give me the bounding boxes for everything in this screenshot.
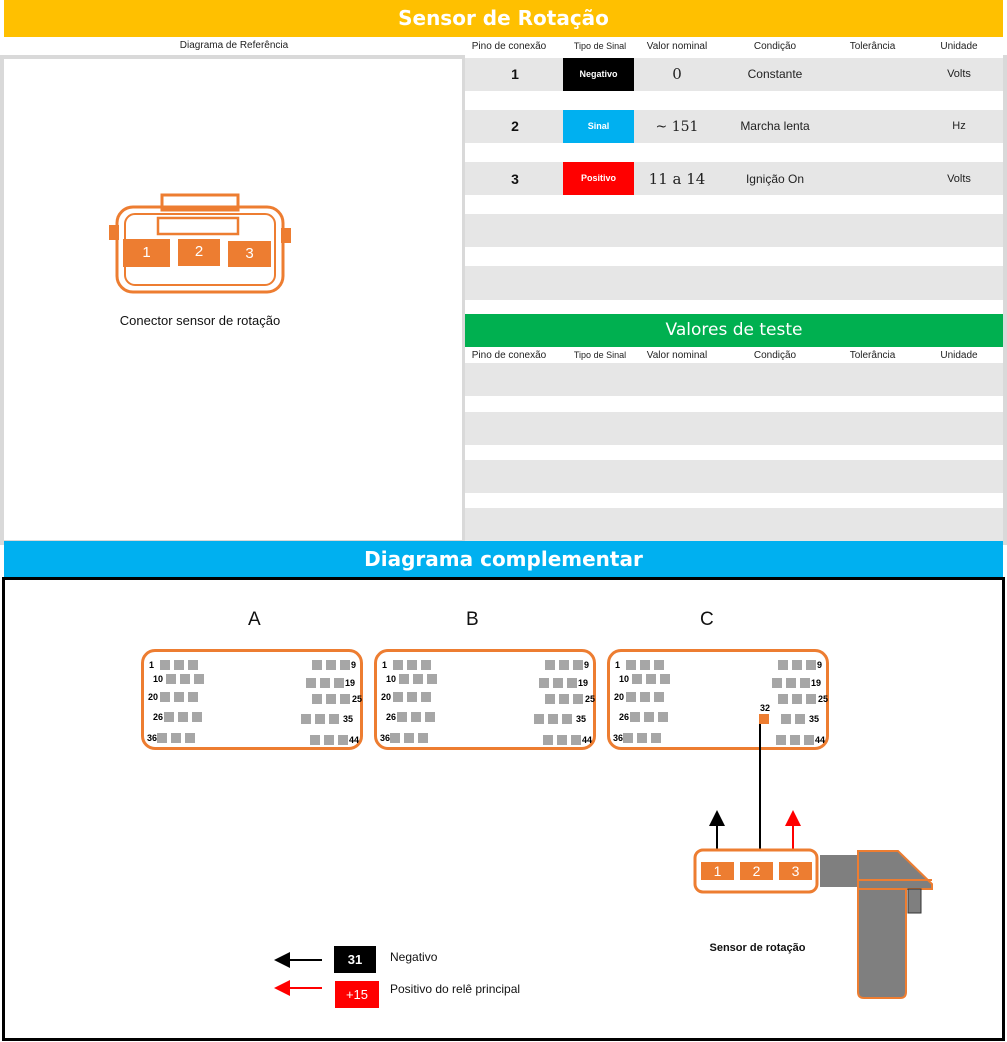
- sensor-pin-3-label: 3: [791, 863, 800, 879]
- ecu-pin-label: 20: [148, 692, 159, 702]
- ecu-pin-label: 10: [386, 674, 397, 684]
- test-values-title: Valores de teste: [465, 314, 1003, 347]
- ecu-pin-label: 1: [382, 660, 388, 670]
- test-col-nominal: Valor nominal: [646, 350, 708, 361]
- ecu-pin-label: 25: [818, 694, 829, 704]
- ecu-pin-label: 44: [815, 735, 826, 745]
- ecu-pin-label: 19: [811, 678, 822, 688]
- test-col-tolerance: Tolerância: [849, 350, 896, 361]
- ecu-pin-label: 44: [582, 735, 593, 745]
- col-header-nominal: Valor nominal: [646, 41, 708, 52]
- ecu-pin-label: 10: [153, 674, 164, 684]
- ecu-pin-label: 9: [351, 660, 357, 670]
- legend-15-label: Positivo do relê principal: [390, 982, 521, 996]
- test-col-pin: Pino de conexão: [471, 350, 547, 361]
- legend-31-label: Negativo: [390, 950, 438, 964]
- connector-pin-3-label: 3: [245, 245, 254, 262]
- ecu-pin-label: 36: [147, 733, 158, 743]
- row1-unit: Volts: [947, 68, 971, 80]
- ecu-pin-label: 20: [381, 692, 392, 702]
- ecu-pin-label: 35: [576, 714, 587, 724]
- row2-pin: 2: [511, 118, 519, 134]
- legend-15-badge: +15: [335, 981, 379, 1008]
- ecu-pin-label: 25: [352, 694, 363, 704]
- row1-signal-badge: Negativo: [563, 58, 634, 91]
- ecu-pin-label: 9: [817, 660, 823, 670]
- row3-nominal: 11 a 14: [648, 170, 706, 188]
- row1-condition: Constante: [747, 67, 803, 81]
- ecu-pin-label: 25: [585, 694, 596, 704]
- ecu-pin-label: 44: [349, 735, 360, 745]
- col-header-tolerance: Tolerância: [849, 41, 896, 52]
- col-header-reference: Diagrama de Referência: [179, 40, 289, 51]
- row2-condition: Marcha lenta: [740, 119, 810, 133]
- ecu-letter-c: C: [700, 609, 714, 630]
- row2-signal-badge: Sinal: [563, 110, 634, 143]
- complementary-title: Diagrama complementar: [4, 541, 1003, 577]
- row1-pin: 1: [511, 66, 519, 82]
- ecu-pin-label: 10: [619, 674, 630, 684]
- sensor-body: [820, 851, 932, 998]
- row3-pin: 3: [511, 171, 519, 187]
- test-col-condition: Condição: [753, 350, 797, 361]
- connector-caption: Conector sensor de rotação: [119, 313, 281, 328]
- col-header-unit: Unidade: [940, 41, 978, 52]
- sensor-pin-1-label: 1: [713, 863, 722, 879]
- test-col-unit: Unidade: [940, 350, 978, 361]
- ecu-pin-label: 20: [614, 692, 625, 702]
- ecu-pin-label: 1: [615, 660, 621, 670]
- row2-unit: Hz: [952, 120, 966, 132]
- ecu-pin-label: 9: [584, 660, 590, 670]
- col-header-signal-type: Tipo de Sinal: [573, 41, 627, 51]
- row2-nominal: ~ 151: [655, 119, 699, 135]
- ecu-pin-label: 35: [343, 714, 354, 724]
- ecu-pin-label: 19: [578, 678, 589, 688]
- sensor-pin-2-label: 2: [752, 863, 761, 879]
- row3-condition: Ignição On: [745, 172, 805, 186]
- sensor-label: Sensor de rotação: [709, 942, 806, 954]
- ecu-pin-label: 26: [153, 712, 164, 722]
- ecu-pin-label: 35: [809, 714, 820, 724]
- ecu-pin-label: 26: [619, 712, 630, 722]
- legend-31-badge: 31: [334, 946, 376, 973]
- ecu-pin-label: 1: [149, 660, 155, 670]
- row3-unit: Volts: [947, 173, 971, 185]
- ecu-pin-label: 36: [380, 733, 391, 743]
- connector-pin-1-label: 1: [142, 244, 151, 261]
- row1-nominal: 0: [672, 65, 682, 83]
- connector-pin-2-label: 2: [194, 243, 204, 260]
- col-header-pin: Pino de conexão: [471, 41, 547, 52]
- ecu-pin-label: 36: [613, 733, 624, 743]
- ecu-pin-32-label: 32: [760, 703, 771, 713]
- test-col-signal-type: Tipo de Sinal: [573, 350, 627, 360]
- row3-signal-badge: Positivo: [563, 162, 634, 195]
- page-title: Sensor de Rotação: [4, 0, 1003, 37]
- col-header-condition: Condição: [753, 41, 797, 52]
- ecu-letter-a: A: [248, 609, 261, 630]
- ecu-letter-b: B: [466, 609, 479, 630]
- ecu-pin-label: 19: [345, 678, 356, 688]
- ecu-pin-label: 26: [386, 712, 397, 722]
